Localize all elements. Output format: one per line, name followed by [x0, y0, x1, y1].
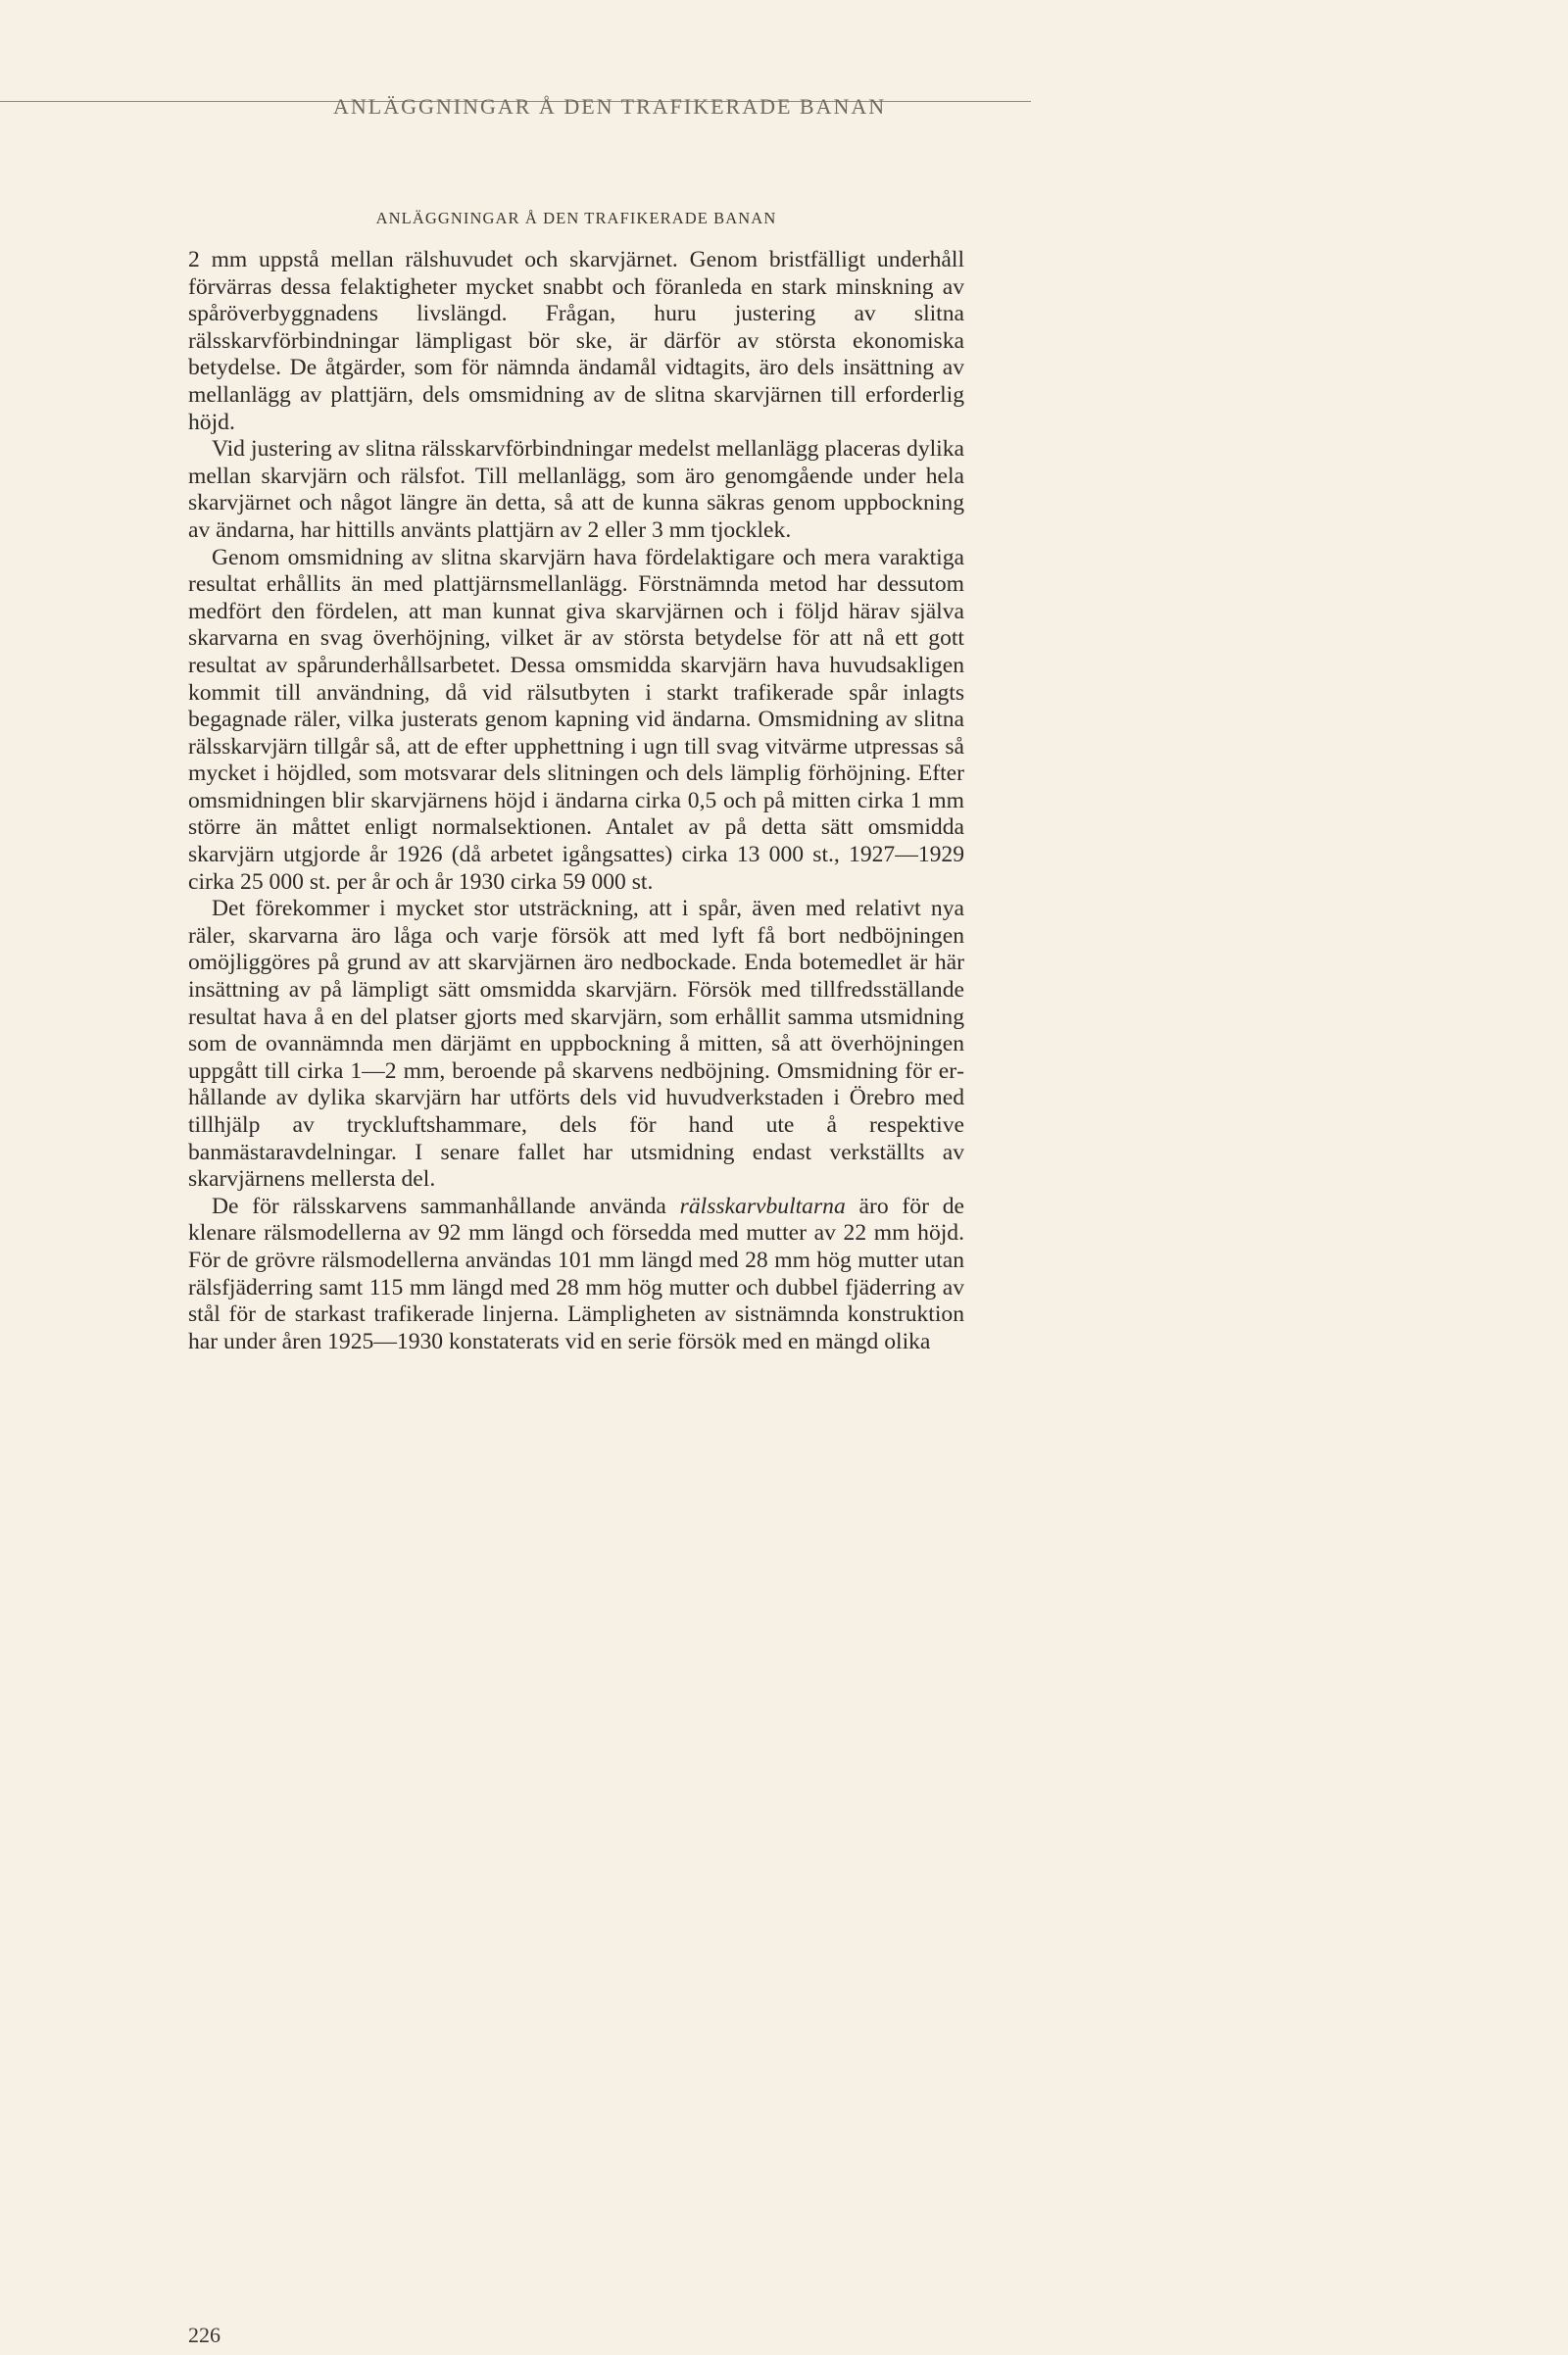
- paragraph: [188, 1194, 964, 1356]
- paragraph-text-before: De för rälsskarvens sammanhållande använda: [212, 1193, 680, 1219]
- page-number: 226: [188, 2323, 220, 2347]
- paragraph: Vid justering av slitna rälsskarvförbindningar medelst mellanlägg placeras dylika mellan skarvjärn och rälsfot. Till mellanlägg, som äro genomgående under hela skarvjärnet och något längre än detta, så att de kunna säkras genom uppbockning av ändarna, har hittills använts plattjärn av 2 eller 3 mm tjocklek.: [188, 436, 964, 543]
- paragraph: Det förekommer i mycket stor utsträckning, att i spår, även med relativt nya räler, skarvarna äro låga och varje försök att med lyft få bort nedböjningen omöjliggöres på grund av att skarvjärnen äro nedbockade. Enda botemedlet är här insättning av på lämpligt sätt omsmidda skarvjärn. Försök med tillfredsställande resultat hava å en del platser gjorts med skarvjärn, som erhållit samma utsmidning som de ovannämnda men därjämt en uppbockning å mitten, så att överhöjningen uppgått till cirka 1—2 mm, beroende på skarvens nedböjning. Omsmidning för erhållande av dylika skarvjärn har utförts dels vid huvudverkstaden i Örebro med tillhjälp av tryckluftshammare, dels för hand ute å respektive banmästaravdelningar. I senare fallet har utsmidning endast verkställts av skarvjärnens mellersta del.: [188, 896, 964, 1193]
- paragraph: 2 mm uppstå mellan rälshuvudet och skarvjärnet. Genom bristfälligt underhåll förvärras dessa felaktigheter mycket snabbt och föranleda en stark minskning av spåröverbyggnadens livslängd. Frågan, huru justering av slitna rälsskarvförbindningar lämpligast bör ske, är därför av största ekonomiska betydelse. De åtgärder, som för nämnda ändamål vidtagits, äro dels insättning av mellanlägg av plattjärn, dels omsmidning av de slitna skarvjärnen till erforderlig höjd.: [188, 247, 964, 435]
- running-head: ANLÄGGNINGAR Å DEN TRAFIKERADE BANAN: [375, 209, 777, 227]
- body-text: [188, 247, 964, 1355]
- paragraph-text-after: äro för de klenare rälsmodellerna av 92 mm längd och försedda med mutter av 22 mm höjd. För de grövre rälsmodellerna användas 101 mm längd med 28 mm hög mutter utan rälsfjäderring samt 115 mm längd med 28 mm hög mutter och dubbel fjäderring av stål för de starkast trafikerade linjerna. Lämpligheten av sistnämnda konstruktion har under åren 1925—1930 konstaterats vid en serie försök med en mängd olika: [188, 1193, 964, 1354]
- paragraph: Genom omsmidning av slitna skarvjärn hava fördelaktigare och mera varaktiga resultat erhållits än med plattjärnsmellanlägg. Förstnämnda metod har dessutom medfört den fördelen, att man kunnat giva skarvjärnen och i följd härav själva skarvarna en svag överhöjning, vilket är av största betydelse för att nå ett gott resultat av spårunderhållsarbetet. Dessa omsmidda skarvjärn hava huvudsakligen kommit till användning, då vid rälsutbyten i starkt trafikerade spår inlagts begagnade räler, vilka justerats genom kapning vid ändarna. Omsmidning av slitna rälsskarvjärn tillgår så, att de efter upphettning i ugn till svag vitvärme utpressas så mycket i höjdled, som motsvarar dels slitningen och dels lämplig förhöjning. Efter omsmidningen blir skarvjärnens höjd i ändarna cirka 0,5 och på mitten cirka 1 mm större än måttet enligt normalsektionen. Antalet av på detta sätt omsmidda skarvjärn utgjorde år 1926 (då arbetet igångsattes) cirka 13 000 st., 1927—1929 cirka 25 000 st. per år och år 1930 cirka 59 000 st.: [188, 544, 964, 895]
- bleed-through-header-text: ANLÄGGNINGAR Å DEN TRAFIKERADE BANAN: [333, 94, 887, 119]
- italic-term: rälsskarvbultarna: [679, 1193, 846, 1219]
- bleed-through-header: [333, 88, 887, 119]
